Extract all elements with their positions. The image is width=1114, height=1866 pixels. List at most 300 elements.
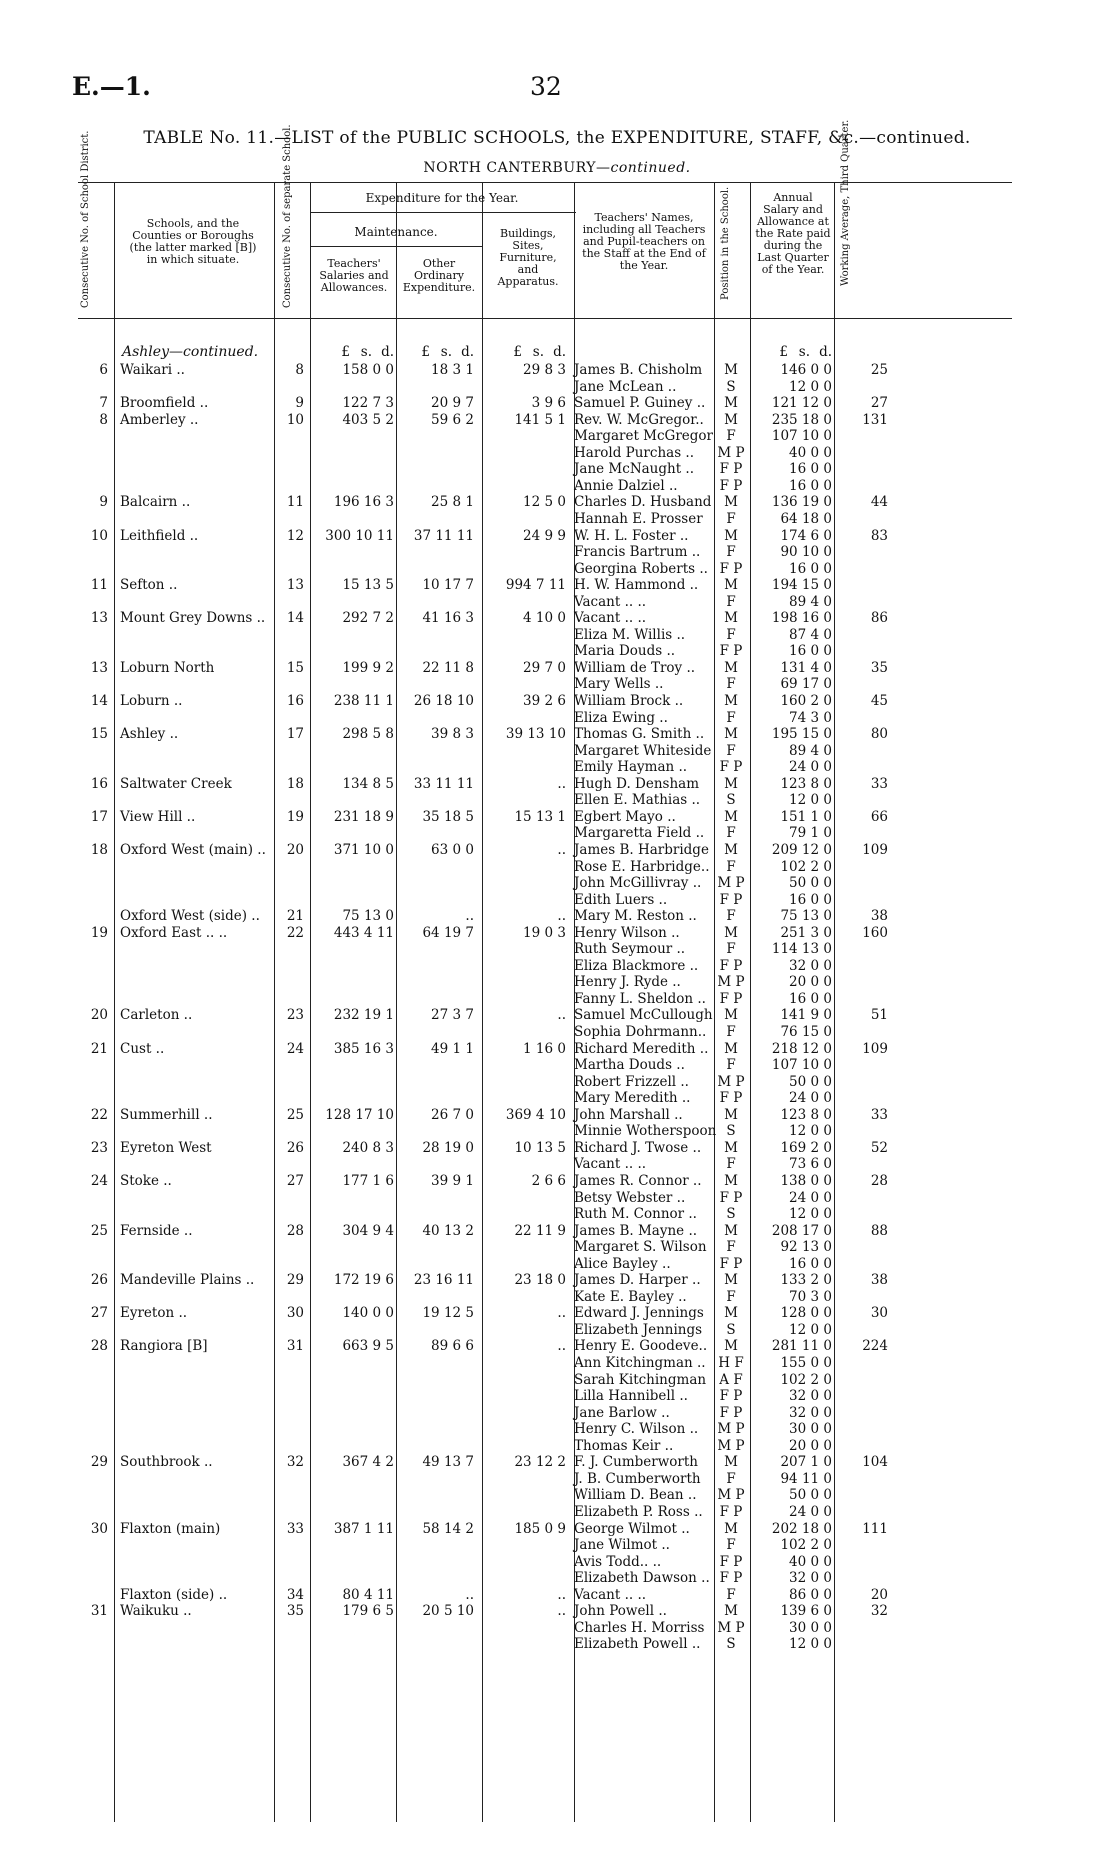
position: M xyxy=(724,610,738,627)
district-no: 21 xyxy=(90,1040,108,1057)
buildings-expenditure: .. xyxy=(557,1007,566,1024)
teacher-name: Avis Todd.. .. xyxy=(574,1553,662,1570)
working-average: 44 xyxy=(870,494,888,511)
table-row xyxy=(78,710,1012,726)
working-average: 27 xyxy=(870,395,888,412)
annual-salary: 50 0 0 xyxy=(789,1073,832,1090)
separate-school-no: 29 xyxy=(286,1272,304,1289)
currency-unit: s. xyxy=(360,344,372,360)
position: M xyxy=(724,1040,738,1057)
table-row xyxy=(78,1521,1012,1537)
school-name: Leithfield .. xyxy=(120,527,199,544)
position: F P xyxy=(719,891,743,908)
separate-school-no: 22 xyxy=(286,924,304,941)
header-annual-salary: Annual Salary and Allowance at the Rate paid during the Last Quarter of the Year. xyxy=(755,191,831,276)
teacher-name: Emily Hayman .. xyxy=(574,759,688,776)
position: F xyxy=(726,1057,736,1074)
district-no: 28 xyxy=(90,1338,108,1355)
table-row xyxy=(78,759,1012,775)
annual-salary: 169 2 0 xyxy=(780,1139,832,1156)
table-row xyxy=(78,1074,1012,1090)
other-expenditure: 63 0 0 xyxy=(431,841,474,858)
district-no: 26 xyxy=(90,1272,108,1289)
school-name: Carleton .. xyxy=(120,1007,193,1024)
district-no: 13 xyxy=(90,659,108,676)
position: M xyxy=(724,1603,738,1620)
other-expenditure: 49 13 7 xyxy=(422,1454,474,1471)
currency-header-row xyxy=(768,344,832,360)
working-average: 52 xyxy=(870,1139,888,1156)
table-row xyxy=(78,1570,1012,1586)
annual-salary: 24 0 0 xyxy=(789,759,832,776)
table-row xyxy=(78,859,1012,875)
other-expenditure: 58 14 2 xyxy=(422,1520,474,1537)
working-average: 28 xyxy=(870,1172,888,1189)
teachers-salaries: 367 4 2 xyxy=(342,1454,394,1471)
working-average: 51 xyxy=(870,1007,888,1024)
table-row xyxy=(78,1388,1012,1404)
teacher-name: Richard J. Twose .. xyxy=(574,1139,702,1156)
teacher-name: Robert Frizzell .. xyxy=(574,1073,689,1090)
header-buildings: Buildings, Sites, Furniture, and Apparatus. xyxy=(497,227,559,288)
teacher-name: Jane McNaught .. xyxy=(574,461,695,478)
district-no: 17 xyxy=(90,808,108,825)
school-name: Mandeville Plains .. xyxy=(120,1272,255,1289)
annual-salary: 70 3 0 xyxy=(789,1288,832,1305)
teachers-salaries: 300 10 11 xyxy=(325,527,394,544)
position: M xyxy=(724,659,738,676)
annual-salary: 146 0 0 xyxy=(780,362,832,378)
working-average: 66 xyxy=(870,808,888,825)
other-expenditure: 26 18 10 xyxy=(413,693,474,709)
annual-salary: 16 0 0 xyxy=(789,1255,832,1272)
annual-salary: 139 6 0 xyxy=(780,1603,832,1620)
header-other-expenditure: Other Ordinary Expenditure. xyxy=(402,257,476,294)
table-row xyxy=(78,379,1012,395)
table-row xyxy=(78,1554,1012,1570)
teachers-salaries: 15 13 5 xyxy=(342,577,394,594)
currency-header-row xyxy=(410,344,474,360)
currency-unit: s. xyxy=(440,344,452,360)
teacher-name: William D. Bean .. xyxy=(574,1487,697,1504)
annual-salary: 50 0 0 xyxy=(789,875,832,892)
table-row xyxy=(78,428,1012,444)
district-no: 15 xyxy=(90,726,108,743)
annual-salary: 141 9 0 xyxy=(780,1007,832,1024)
buildings-expenditure: .. xyxy=(557,1603,566,1620)
position: F P xyxy=(719,1255,743,1272)
table-row xyxy=(78,1223,1012,1239)
teacher-name: Ruth Seymour .. xyxy=(574,941,686,958)
other-expenditure: 22 11 8 xyxy=(422,659,474,676)
table-row xyxy=(78,1438,1012,1454)
position: M P xyxy=(717,1487,745,1504)
table-row xyxy=(78,1140,1012,1156)
teacher-name: John Powell .. xyxy=(574,1603,667,1620)
table-row xyxy=(78,478,1012,494)
annual-salary: 94 11 0 xyxy=(780,1470,832,1487)
working-average: 25 xyxy=(870,362,888,378)
table-row xyxy=(78,660,1012,676)
region-suffix: continued. xyxy=(610,160,691,176)
table-row xyxy=(78,875,1012,891)
working-average: 38 xyxy=(870,1272,888,1289)
teacher-name: George Wilmot .. xyxy=(574,1520,690,1537)
district-no: 6 xyxy=(99,362,108,378)
separate-school-no: 23 xyxy=(286,1007,304,1024)
buildings-expenditure: 369 4 10 xyxy=(505,1106,566,1123)
annual-salary: 16 0 0 xyxy=(789,643,832,660)
district-no: 20 xyxy=(90,1007,108,1024)
position: F xyxy=(726,510,736,527)
school-name: Mount Grey Downs .. xyxy=(120,610,266,627)
buildings-expenditure: 29 8 3 xyxy=(523,362,566,378)
other-expenditure: 28 19 0 xyxy=(422,1139,474,1156)
working-average: 20 xyxy=(870,1586,888,1603)
teachers-salaries: 371 10 0 xyxy=(333,841,394,858)
position: H F xyxy=(718,1355,744,1371)
working-average: 109 xyxy=(862,841,888,858)
position: F xyxy=(726,908,736,925)
teachers-salaries: 443 4 11 xyxy=(333,924,394,941)
other-expenditure: .. xyxy=(465,908,474,925)
other-expenditure: .. xyxy=(465,1586,474,1603)
teacher-name: Henry C. Wilson .. xyxy=(574,1421,699,1438)
position: M xyxy=(724,693,738,709)
annual-salary: 20 0 0 xyxy=(789,974,832,991)
position: S xyxy=(726,1321,736,1338)
school-name: Cust .. xyxy=(120,1040,165,1057)
other-expenditure: 27 3 7 xyxy=(431,1007,474,1024)
school-name: Waikuku .. xyxy=(120,1603,192,1620)
teacher-name: Hugh D. Densham xyxy=(574,775,700,792)
currency-unit: £ xyxy=(513,344,522,360)
table-row xyxy=(78,1239,1012,1255)
teachers-salaries: 199 9 2 xyxy=(342,659,394,676)
annual-salary: 32 0 0 xyxy=(789,1404,832,1421)
annual-salary: 30 0 0 xyxy=(789,1619,832,1636)
teacher-name: Fanny L. Sheldon .. xyxy=(574,990,706,1007)
table-row xyxy=(78,776,1012,792)
table-row xyxy=(78,974,1012,990)
table-row xyxy=(78,1603,1012,1619)
table-row xyxy=(78,577,1012,593)
table-row xyxy=(78,1041,1012,1057)
separate-school-no: 12 xyxy=(286,527,304,544)
district-no: 14 xyxy=(90,693,108,709)
teachers-salaries: 158 0 0 xyxy=(342,362,394,378)
position: M xyxy=(724,1454,738,1471)
buildings-expenditure: .. xyxy=(557,1586,566,1603)
position: M xyxy=(724,924,738,941)
other-expenditure: 39 9 1 xyxy=(431,1172,474,1189)
annual-salary: 89 4 0 xyxy=(789,593,832,610)
buildings-expenditure: 2 6 6 xyxy=(531,1172,566,1189)
currency-unit: d. xyxy=(381,344,394,360)
position: S xyxy=(726,1636,736,1653)
position: M P xyxy=(717,1073,745,1090)
table-row xyxy=(78,494,1012,510)
school-name: Waikari .. xyxy=(120,362,185,378)
separate-school-no: 19 xyxy=(286,808,304,825)
annual-salary: 16 0 0 xyxy=(789,461,832,478)
district-no: 29 xyxy=(90,1454,108,1471)
page-number: 32 xyxy=(530,72,562,101)
working-average: 160 xyxy=(862,924,888,941)
teachers-salaries: 128 17 10 xyxy=(325,1106,394,1123)
annual-salary: 123 8 0 xyxy=(780,775,832,792)
teacher-name: Mary Wells .. xyxy=(574,676,664,693)
position: F xyxy=(726,1537,736,1554)
annual-salary: 235 18 0 xyxy=(771,411,832,428)
working-average: 38 xyxy=(870,908,888,925)
teachers-salaries: 122 7 3 xyxy=(342,395,394,412)
other-expenditure: 10 17 7 xyxy=(422,577,474,594)
table-row xyxy=(78,941,1012,957)
school-name: Oxford West (main) .. xyxy=(120,841,266,858)
teacher-name: Charles H. Morriss xyxy=(574,1619,705,1636)
buildings-expenditure: 15 13 1 xyxy=(514,808,566,825)
annual-salary: 281 11 0 xyxy=(771,1338,832,1355)
school-name: Oxford West (side) .. xyxy=(120,908,260,925)
annual-salary: 107 10 0 xyxy=(771,1057,832,1074)
position: M xyxy=(724,1172,738,1189)
currency-header-row xyxy=(502,344,566,360)
position: M xyxy=(724,494,738,511)
other-expenditure: 20 5 10 xyxy=(422,1603,474,1620)
annual-salary: 75 13 0 xyxy=(780,908,832,925)
teachers-salaries: 403 5 2 xyxy=(342,411,394,428)
annual-salary: 138 0 0 xyxy=(780,1172,832,1189)
district-no: 27 xyxy=(90,1305,108,1322)
annual-salary: 12 0 0 xyxy=(789,1636,832,1653)
buildings-expenditure: .. xyxy=(557,1305,566,1322)
other-expenditure: 59 6 2 xyxy=(431,411,474,428)
annual-salary: 218 12 0 xyxy=(771,1040,832,1057)
district-no: 8 xyxy=(99,411,108,428)
annual-salary: 64 18 0 xyxy=(780,510,832,527)
annual-salary: 76 15 0 xyxy=(780,1024,832,1040)
table-row xyxy=(78,991,1012,1007)
separate-school-no: 30 xyxy=(286,1305,304,1322)
buildings-expenditure: 24 9 9 xyxy=(523,527,566,544)
header-schools: Schools, and the Counties or Boroughs (the latter marked [B]) in which situate. xyxy=(129,217,257,266)
header-position: Position in the School. xyxy=(720,186,731,300)
annual-salary: 73 6 0 xyxy=(789,1156,832,1173)
annual-salary: 89 4 0 xyxy=(789,742,832,759)
buildings-expenditure: .. xyxy=(557,1338,566,1355)
district-no: 22 xyxy=(90,1106,108,1123)
separate-school-no: 21 xyxy=(286,908,304,925)
annual-salary: 87 4 0 xyxy=(789,626,832,643)
separate-school-no: 9 xyxy=(295,395,304,412)
position: S xyxy=(726,1123,736,1140)
annual-salary: 208 17 0 xyxy=(771,1222,832,1239)
teachers-salaries: 240 8 3 xyxy=(342,1139,394,1156)
table-row xyxy=(78,1107,1012,1123)
annual-salary: 107 10 0 xyxy=(771,428,832,445)
teacher-name: Elizabeth Dawson .. xyxy=(574,1570,710,1587)
table-row xyxy=(78,445,1012,461)
position: M xyxy=(724,1139,738,1156)
teacher-name: Annie Dalziel .. xyxy=(574,477,678,494)
other-expenditure: 19 12 5 xyxy=(422,1305,474,1322)
position: M P xyxy=(717,1421,745,1438)
teacher-name: Vacant .. .. xyxy=(574,610,647,627)
table-row xyxy=(78,544,1012,560)
table-row xyxy=(78,1487,1012,1503)
separate-school-no: 34 xyxy=(286,1586,304,1603)
table-row xyxy=(78,627,1012,643)
separate-school-no: 32 xyxy=(286,1454,304,1471)
separate-school-no: 14 xyxy=(286,610,304,627)
teacher-name: Margaretta Field .. xyxy=(574,825,705,842)
working-average: 109 xyxy=(862,1040,888,1057)
district-no: 31 xyxy=(90,1603,108,1620)
separate-school-no: 25 xyxy=(286,1106,304,1123)
position: M xyxy=(724,1520,738,1537)
school-name: Oxford East .. .. xyxy=(120,924,228,941)
teachers-salaries: 196 16 3 xyxy=(333,494,394,511)
position: M P xyxy=(717,1619,745,1636)
school-name: View Hill .. xyxy=(120,808,196,825)
table-row xyxy=(78,511,1012,527)
table-row xyxy=(78,925,1012,941)
table-row xyxy=(78,1190,1012,1206)
teacher-name: Hannah E. Prosser xyxy=(574,510,703,527)
working-average: 88 xyxy=(870,1222,888,1239)
separate-school-no: 27 xyxy=(286,1172,304,1189)
table-row xyxy=(78,908,1012,924)
working-average: 83 xyxy=(870,527,888,544)
header-teachers-names: Teachers' Names, including all Teachers and Pupil-teachers on the Staff at the End of the Year. xyxy=(582,211,706,272)
header-maintenance: Maintenance. xyxy=(354,225,438,239)
teacher-name: Richard Meredith .. xyxy=(574,1040,709,1057)
teachers-salaries: 232 19 1 xyxy=(333,1007,394,1024)
annual-salary: 20 0 0 xyxy=(789,1437,832,1454)
annual-salary: 131 4 0 xyxy=(780,659,832,676)
teachers-salaries: 75 13 0 xyxy=(342,908,394,925)
table-row xyxy=(78,362,1012,378)
teacher-name: Vacant .. .. xyxy=(574,593,647,610)
annual-salary: 16 0 0 xyxy=(789,477,832,494)
table-row xyxy=(78,528,1012,544)
position: F P xyxy=(719,461,743,478)
teacher-name: James B. Chisholm xyxy=(574,362,703,378)
working-average: 224 xyxy=(862,1338,888,1355)
position: A F xyxy=(719,1371,743,1388)
table-row xyxy=(78,561,1012,577)
annual-salary: 102 2 0 xyxy=(780,1537,832,1554)
position: M xyxy=(724,527,738,544)
teachers-salaries: 231 18 9 xyxy=(333,808,394,825)
teachers-salaries: 179 6 5 xyxy=(342,1603,394,1620)
annual-salary: 32 0 0 xyxy=(789,1388,832,1405)
annual-salary: 128 0 0 xyxy=(780,1305,832,1322)
position: F xyxy=(726,709,736,726)
teacher-name: Georgina Roberts .. xyxy=(574,560,708,577)
teacher-name: Jane Barlow .. xyxy=(574,1404,670,1421)
buildings-expenditure: .. xyxy=(557,908,566,925)
position: M xyxy=(724,808,738,825)
teacher-name: William de Troy .. xyxy=(574,659,696,676)
annual-salary: 251 3 0 xyxy=(780,924,832,941)
table-row xyxy=(78,1504,1012,1520)
header-bottom-rule xyxy=(78,318,1012,319)
other-expenditure: 25 8 1 xyxy=(431,494,474,511)
teacher-name: Jane Wilmot .. xyxy=(574,1537,670,1554)
teacher-name: Jane McLean .. xyxy=(574,378,677,395)
annual-salary: 133 2 0 xyxy=(780,1272,832,1289)
teachers-salaries: 298 5 8 xyxy=(342,726,394,743)
separate-school-no: 20 xyxy=(286,841,304,858)
district-no: 9 xyxy=(99,494,108,511)
position: M xyxy=(724,841,738,858)
position: M xyxy=(724,726,738,743)
teacher-name: James B. Harbridge xyxy=(574,841,709,858)
school-name: Sefton .. xyxy=(120,577,178,594)
table-row xyxy=(78,1090,1012,1106)
annual-salary: 102 2 0 xyxy=(780,858,832,875)
table-row xyxy=(78,809,1012,825)
currency-unit: £ xyxy=(341,344,350,360)
buildings-expenditure: 19 0 3 xyxy=(523,924,566,941)
annual-salary: 90 10 0 xyxy=(780,544,832,561)
annual-salary: 12 0 0 xyxy=(789,792,832,809)
district-no: 30 xyxy=(90,1520,108,1537)
working-average: 131 xyxy=(862,411,888,428)
table-row xyxy=(78,1421,1012,1437)
teacher-name: Eliza Blackmore .. xyxy=(574,957,699,974)
table-row xyxy=(78,594,1012,610)
position: F xyxy=(726,428,736,445)
annual-salary: 121 12 0 xyxy=(771,395,832,412)
other-expenditure: 18 3 1 xyxy=(431,362,474,378)
position: F P xyxy=(719,759,743,776)
table-row xyxy=(78,958,1012,974)
currency-unit: d. xyxy=(819,344,832,360)
working-average: 33 xyxy=(870,1106,888,1123)
teacher-name: Harold Purchas .. xyxy=(574,444,694,461)
other-expenditure: 49 1 1 xyxy=(431,1040,474,1057)
school-name: Eyreton West xyxy=(120,1139,212,1156)
teacher-name: Edward J. Jennings xyxy=(574,1305,704,1322)
teacher-name: Charles D. Husband xyxy=(574,494,712,511)
table-row xyxy=(78,726,1012,742)
currency-unit: s. xyxy=(798,344,810,360)
position: F xyxy=(726,1024,736,1040)
teachers-salaries: 385 16 3 xyxy=(333,1040,394,1057)
teacher-name: Betsy Webster .. xyxy=(574,1189,686,1206)
annual-salary: 207 1 0 xyxy=(780,1454,832,1471)
table-row xyxy=(78,395,1012,411)
annual-salary: 114 13 0 xyxy=(771,941,832,958)
teacher-name: William Brock .. xyxy=(574,693,684,709)
currency-unit: £ xyxy=(421,344,430,360)
position: F P xyxy=(719,1404,743,1421)
buildings-expenditure: 141 5 1 xyxy=(514,411,566,428)
teacher-name: Elizabeth Jennings xyxy=(574,1321,703,1338)
table-row xyxy=(78,1338,1012,1354)
teacher-name: Margaret S. Wilson xyxy=(574,1239,707,1256)
district-no: 11 xyxy=(90,577,108,594)
buildings-expenditure: 1 16 0 xyxy=(523,1040,566,1057)
other-expenditure: 23 16 11 xyxy=(413,1272,474,1289)
annual-salary: 12 0 0 xyxy=(789,1321,832,1338)
teachers-salaries: 387 1 11 xyxy=(333,1520,394,1537)
position: F P xyxy=(719,957,743,974)
teacher-name: Ann Kitchingman .. xyxy=(574,1355,706,1371)
